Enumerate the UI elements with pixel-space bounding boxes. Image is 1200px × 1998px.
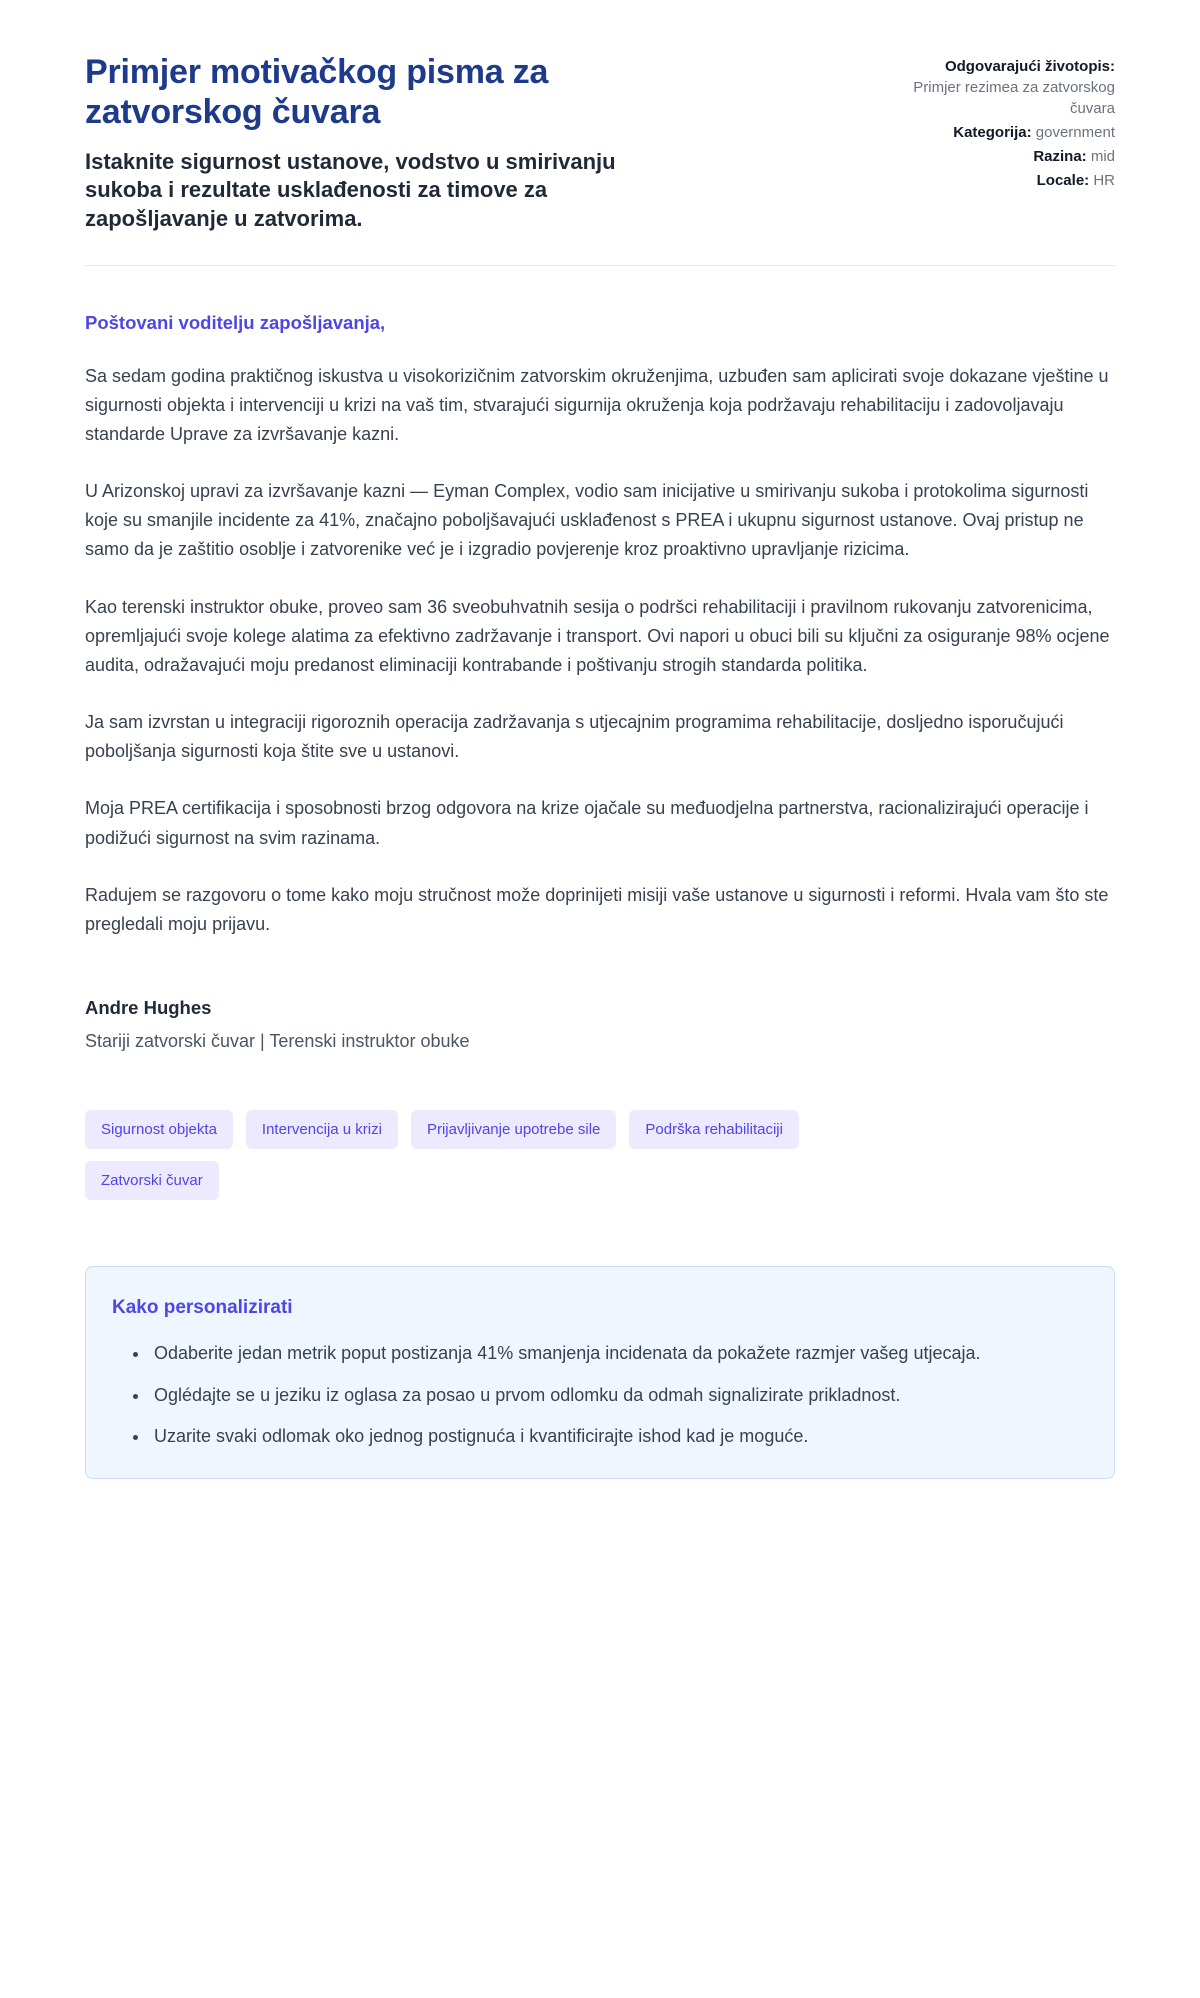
- tag-list: [85, 1110, 1115, 1200]
- meta-locale-label: Locale:: [1036, 172, 1090, 189]
- salutation: Poštovani voditelju zapošljavanja,: [85, 311, 386, 333]
- tag-chip[interactable]: Zatvorski čuvar: [85, 1161, 219, 1200]
- meta-category-value: government: [1035, 124, 1115, 141]
- meta-locale-row: [865, 170, 1115, 191]
- meta-resume-label: Odgovarajući životopis:: [944, 58, 1115, 75]
- page-subtitle: Istaknite sigurnost ustanove, vodstvo u smirivanju sukoba i rezultate usklađenosti za timove za zapošljavanje u zatvorima.: [85, 149, 616, 231]
- tag-chip[interactable]: Podrška rehabilitaciji: [629, 1110, 799, 1149]
- callout-box: [85, 1266, 1115, 1479]
- page: [85, 0, 1115, 1579]
- tag-chip[interactable]: Sigurnost objekta: [85, 1110, 233, 1149]
- tag-row: [85, 1110, 1115, 1149]
- signature-block: [85, 997, 1115, 1052]
- letter-paragraph: Ja sam izvrstan u integraciji rigoroznih operacija zadržavanja s utjecajnim programima rehabilitacije, dosljedno isporučujući poboljšanja sigurnosti koja štite sve u ustanovi.: [85, 712, 1064, 762]
- signature-title: Stariji zatvorski čuvar | Terenski instruktor obuke: [85, 1031, 470, 1052]
- letter-paragraph: Kao terenski instruktor obuke, proveo sam 36 sveobuhvatnih sesija o podršci rehabilitaciji i pravilnom rukovanju zatvorenicima, opremljajući svoje kolege alatima za efektivno zadržavanje i transport. Ovi napori u obuci bili su ključni za osiguranje 98% ocjene audita, odražavajući moju predanost eliminaciji kontrabande i poštivanju strogih standarda politika.: [85, 596, 1110, 675]
- letter-paragraph: U Arizonskoj upravi za izvršavanje kazni — Eyman Complex, vodio sam inicijative u smirivanju sukoba i protokolima sigurnosti koje su smanjile incidente za 41%, značajno poboljšavajući usklađenost s PREA i ukupnu sigurnost ustanove. Ovaj pristup ne samo da je zaštitio osoblje i zatvorenike već je i izgradio povjerenje kroz proaktivno upravljanje rizicima.: [85, 481, 1089, 560]
- meta-category-label: Kategorija:: [953, 124, 1032, 141]
- letter-paragraph: Sa sedam godina praktičnog iskustva u visokorizičnim zatvorskim okruženjima, uzbuđen sam aplicirati svoje dokazane vještine u sigurnosti objekta i intervenciji u krizi na vaš tim, stvarajući sigurnija okruženja koja podržavaju rehabilitaciju i zadovoljavaju standarde Uprave za izvršavanje kazni.: [85, 365, 1109, 444]
- meta-resume-link[interactable]: Primjer rezimea za zatvorskog čuvara: [913, 79, 1115, 117]
- letter-paragraph: Radujem se razgovoru o tome kako moju stručnost može doprinijeti misiji vaše ustanove u sigurnosti i reformi. Hvala vam što ste pregledali moju prijavu.: [85, 884, 1109, 934]
- letter-body: [85, 312, 1115, 1479]
- meta-category-row: [865, 122, 1115, 143]
- meta-locale-value: HR: [1093, 172, 1115, 189]
- signature-name: Andre Hughes: [85, 997, 212, 1019]
- callout-item: • Uzarite svaki odlomak oko jednog postignuća i kvantificirajte ishod kad je moguće.: [150, 1422, 1088, 1452]
- meta-level-row: [865, 146, 1115, 167]
- callout-item: • Oglédajte se u jeziku iz oglasa za posao u prvom odlomku da odmah signalizirate prikladnost.: [150, 1381, 1088, 1411]
- meta-level-value: mid: [1090, 148, 1115, 165]
- tag-row: [85, 1161, 1115, 1200]
- tag-chip[interactable]: Intervencija u krizi: [246, 1110, 398, 1149]
- callout-title: Kako personalizirati: [112, 1297, 293, 1319]
- page-title: Primjer motivačkog pisma za zatvorskog čuvara: [85, 53, 549, 132]
- header-titles: [85, 52, 650, 233]
- letter-paragraph: Moja PREA certifikacija i sposobnosti brzog odgovora na krize ojačale su međuodjelna partnerstva, racionalizirajući operacije i podižući sigurnost na svim razinama.: [85, 798, 1089, 848]
- meta-level-label: Razina:: [1033, 148, 1087, 165]
- page-header: [85, 52, 1115, 233]
- divider: [85, 265, 1115, 266]
- meta-panel: [865, 52, 1115, 191]
- callout-list: [112, 1339, 1088, 1452]
- callout-item: • Odaberite jedan metrik poput postizanja 41% smanjenja incidenata da pokažete razmjer vašeg utjecaja.: [150, 1339, 1088, 1369]
- tag-chip[interactable]: Prijavljivanje upotrebe sile: [411, 1110, 616, 1149]
